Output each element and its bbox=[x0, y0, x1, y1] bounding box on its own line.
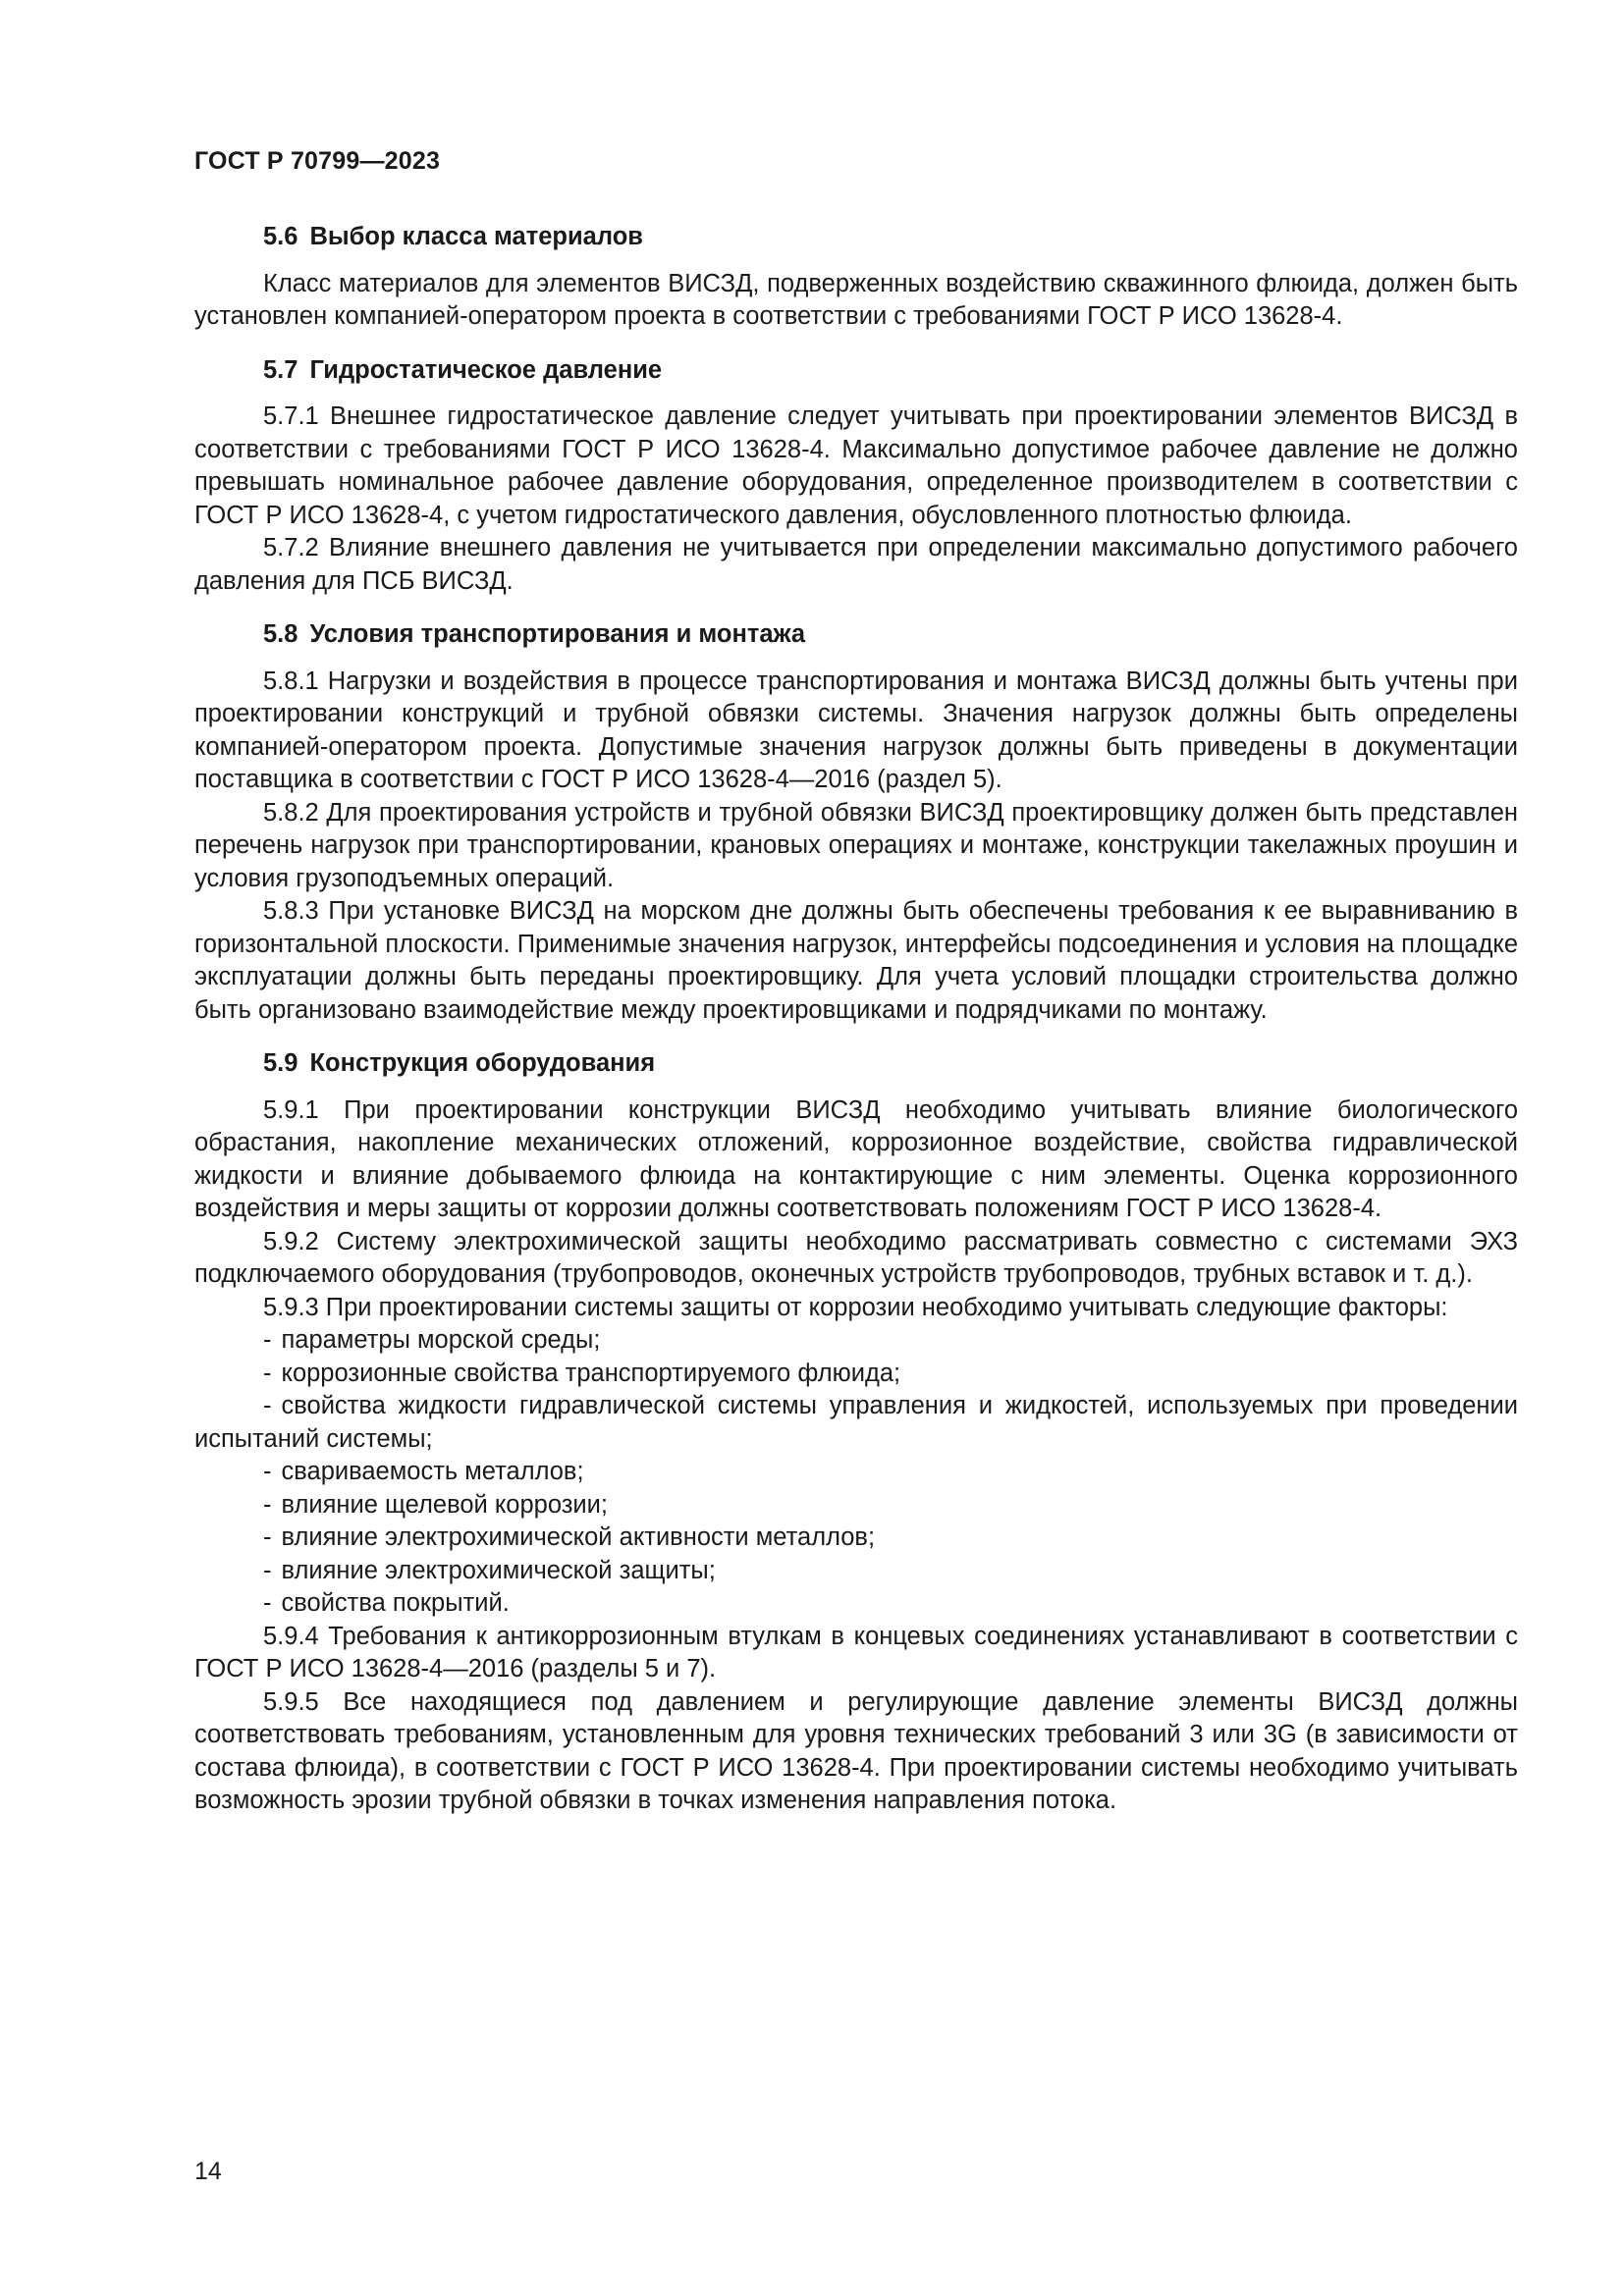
section-5-9 bbox=[194, 1047, 1518, 1818]
section-number: 5.7 bbox=[263, 355, 298, 384]
list-item: - свойства жидкости гидравлической системы управления и жидкостей, используемых при проведении испытаний системы; bbox=[194, 1392, 1518, 1453]
list-item: - свойства покрытий. bbox=[263, 1589, 510, 1617]
section-number: 5.6 bbox=[263, 223, 298, 250]
section-title bbox=[194, 354, 1518, 388]
paragraph: 5.8.1 Нагрузки и воздействия в процессе транспортирования и монтажа ВИСЗД должны быть учтены при проектировании конструкций и трубной обвязки системы. Значения нагрузок должны быть определены компанией-оператором проекта. Допустимые значения нагрузок должны быть приведены в документации поставщика в соответствии с ГОСТ Р ИСО 13628-4—2016 (раздел 5). bbox=[194, 667, 1518, 793]
paragraph: 5.9.3 При проектировании системы защиты от коррозии необходимо учитывать следующие факторы: bbox=[263, 1293, 1448, 1321]
section-5-7 bbox=[194, 354, 1518, 599]
section-title bbox=[194, 221, 1518, 254]
section-title-text: Условия транспортирования и монтажа bbox=[309, 620, 806, 648]
list-item: - свариваемость металлов; bbox=[263, 1458, 584, 1485]
document-header: ГОСТ Р 70799—2023 bbox=[194, 147, 441, 175]
list-item: - влияние электрохимической защиты; bbox=[263, 1556, 716, 1584]
section-5-6 bbox=[194, 221, 1518, 334]
paragraph: 5.8.2 Для проектирования устройств и трубной обвязки ВИСЗД проектировщику должен быть представлен перечень нагрузок при транспортировании, крановых операциях и монтаже, конструкции такелажных проушин и условия грузоподъемных операций. bbox=[194, 798, 1518, 892]
paragraph: 5.7.1 Внешнее гидростатическое давление следует учитывать при проектировании элементов ВИСЗД в соответствии с требованиями ГОСТ Р ИСО 13628-4. Максимально допустимое рабочее давление не должно превышать номинальное рабочее давление оборудования, определенное производителем в соответствии с ГОСТ Р ИСО 13628-4, с учетом гидростатического давления, обусловленного плотностью флюида. bbox=[194, 402, 1518, 529]
section-number: 5.9 bbox=[263, 1049, 298, 1077]
factor-list bbox=[194, 1324, 1518, 1621]
section-title-text: Гидростатическое давление bbox=[309, 355, 663, 384]
list-item: - коррозионные свойства транспортируемого флюида; bbox=[263, 1359, 901, 1387]
paragraph: 5.8.3 При установке ВИСЗД на морском дне должны быть обеспечены требования к ее выравниванию в горизонтальной плоскости. Применимые значения нагрузок, интерфейсы подсоединения и условия на площадке эксплуатации должны быть переданы проектировщику. Для учета условий площадки строительства должно быть организовано взаимодействие между проектировщиками и подрядчиками по монтажу. bbox=[194, 897, 1519, 1024]
section-number: 5.8 bbox=[263, 620, 298, 648]
list-item: - влияние электрохимической активности металлов; bbox=[263, 1523, 876, 1551]
list-item: - влияние щелевой коррозии; bbox=[263, 1490, 608, 1519]
section-title bbox=[194, 618, 1518, 652]
paragraph: 5.9.5 Все находящиеся под давлением и регулирующие давление элементы ВИСЗД должны соответствовать требованиям, установленным для уровня технических требований 3 или 3G (в зависимости от состава флюида), в соответствии с ГОСТ Р ИСО 13628-4. При проектировании системы необходимо учитывать возможность эрозии трубной обвязки в точках изменения направления потока. bbox=[194, 1687, 1518, 1814]
section-5-8 bbox=[194, 618, 1518, 1027]
section-title-text: Конструкция оборудования bbox=[309, 1049, 656, 1077]
paragraph: Класс материалов для элементов ВИСЗД, подверженных воздействию скважинного флюида, должен быть установлен компанией-оператором проекта в соответствии с требованиями ГОСТ Р ИСО 13628-4. bbox=[194, 269, 1518, 330]
paragraph: 5.9.4 Требования к антикоррозионным втулкам в концевых соединениях устанавливают в соответствии с ГОСТ Р ИСО 13628-4—2016 (разделы 5 и 7). bbox=[194, 1622, 1518, 1682]
section-title-text: Выбор класса материалов bbox=[309, 223, 643, 250]
section-title bbox=[194, 1047, 1518, 1081]
paragraph: 5.9.2 Систему электрохимической защиты необходимо рассматривать совместно с системами ЭХЗ подключаемого оборудования (трубопроводов, оконечных устройств трубопроводов, трубных вставок и т. д.). bbox=[194, 1227, 1518, 1288]
document-body bbox=[194, 221, 1518, 1818]
page-number: 14 bbox=[194, 2158, 222, 2185]
list-item: - параметры морской среды; bbox=[263, 1326, 601, 1354]
paragraph: 5.7.2 Влияние внешнего давления не учитывается при определении максимально допустимого рабочего давления для ПСБ ВИСЗД. bbox=[194, 534, 1518, 595]
paragraph: 5.9.1 При проектировании конструкции ВИСЗД необходимо учитывать влияние биологического обрастания, накопление механических отложений, коррозионное воздействие, свойства гидравлической жидкости и влияние добываемого флюида на контактирующие с ним элементы. Оценка коррозионного воздействия и меры защиты от коррозии должны соответствовать положениям ГОСТ Р ИСО 13628-4. bbox=[194, 1095, 1518, 1222]
